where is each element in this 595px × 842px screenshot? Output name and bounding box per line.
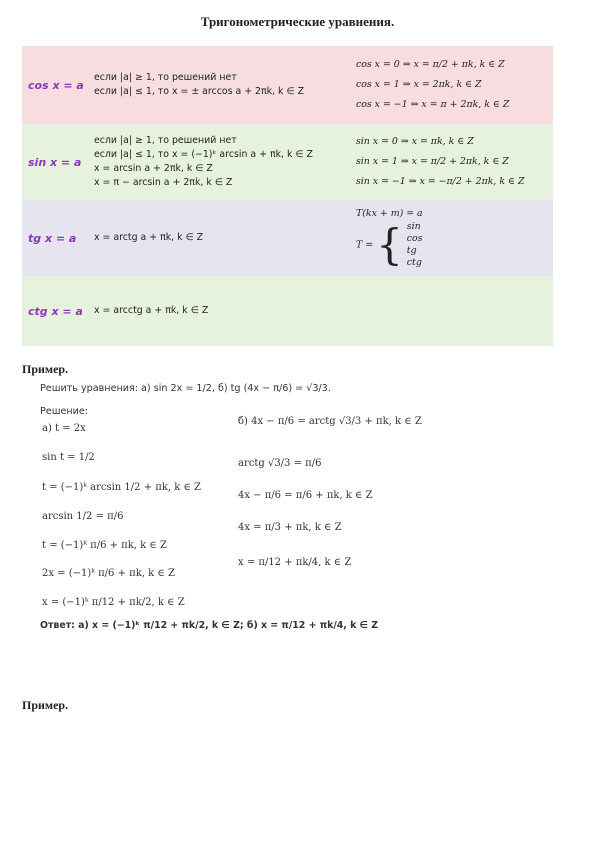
cos-general-solution [94, 46, 356, 124]
cos-condition-no-solution: если |a| ≥ 1, то решений нет [94, 72, 237, 83]
sin-solution-first-series: x = arcsin a + 2πk, k ∈ Z [94, 163, 213, 174]
trig-equations-table [22, 46, 553, 346]
solution-left-step-6: 2x = (−1)ᵏ π/6 + πk, k ∈ Z [42, 568, 175, 579]
page-title: Тригонометрические уравнения. [200, 14, 395, 29]
solution-left-step-4: arcsin 1/2 = π/6 [42, 511, 124, 522]
table-row-tg [22, 200, 553, 276]
solution-right-step-3: 4x − π/6 = π/6 + πk, k ∈ Z [238, 490, 373, 501]
tg-general-solution [94, 200, 356, 276]
cos-case-zero: cos x = 0 ⇒ x = π/2 + πk, k ∈ Z [356, 59, 505, 70]
solution-left-step-1: а) t = 2x [42, 423, 86, 434]
solution-label: Решение: [40, 406, 89, 417]
tg-t-equals: T = [356, 239, 374, 251]
solution-left-step-7: x = (−1)ᵏ π/12 + πk/2, k ∈ Z [42, 597, 185, 608]
ctg-solution: x = arcctg a + πk, k ∈ Z [94, 305, 209, 316]
solution-right-step-2: arctg √3/3 = π/6 [238, 458, 322, 469]
tg-substitution-equation: T(kx + m) = a [356, 208, 423, 219]
list-item: ctg [406, 257, 422, 268]
list-item: cos [406, 233, 423, 244]
cos-condition-solution: если |a| ≤ 1, то x = ± arccos a + 2πk, k ∈ Z [94, 86, 305, 97]
sin-special-cases [356, 124, 553, 200]
sin-label: sin x = a [28, 155, 82, 169]
solution-left-step-5: t = (−1)ᵏ π/6 + πk, k ∈ Z [42, 540, 167, 551]
cos-case-one: cos x = 1 ⇒ x = 2πk, k ∈ Z [356, 79, 482, 90]
tg-substitution [356, 200, 553, 276]
table-row-sin [22, 124, 553, 200]
list-item: sin [406, 221, 421, 232]
example-heading-1: Пример. [22, 362, 69, 376]
table-row-ctg [22, 276, 553, 346]
sin-condition-no-solution: если |a| ≥ 1, то решений нет [94, 135, 237, 146]
solution-left-step-2: sin t = 1/2 [42, 452, 95, 463]
list-item: tg [406, 245, 417, 256]
sin-solution-second-series: x = π − arcsin a + 2πk, k ∈ Z [94, 177, 233, 188]
cos-case-minus-one: cos x = −1 ⇒ x = π + 2πk, k ∈ Z [356, 99, 510, 110]
cos-label: cos x = a [28, 78, 84, 92]
example-heading-2: Пример. [22, 698, 69, 712]
tg-function-list [407, 221, 423, 269]
sin-case-zero: sin x = 0 ⇒ x = πk, k ∈ Z [356, 136, 474, 147]
tg-function-set [356, 221, 553, 269]
sin-case-one: sin x = 1 ⇒ x = π/2 + 2πk, k ∈ Z [356, 156, 509, 167]
ctg-label: ctg x = a [28, 304, 83, 318]
left-brace-icon: { [376, 220, 403, 269]
tg-label: tg x = a [28, 231, 77, 245]
ctg-general-solution [94, 276, 356, 346]
sin-case-minus-one: sin x = −1 ⇒ x = −π/2 + 2πk, k ∈ Z [356, 176, 525, 187]
solution-right-step-1: б) 4x − π/6 = arctg √3/3 + πk, k ∈ Z [238, 416, 422, 427]
solution-right-step-4: 4x = π/3 + πk, k ∈ Z [238, 522, 342, 533]
table-row-cos [22, 46, 553, 124]
example-task: Решить уравнения: а) sin 2x = 1/2, б) tg (4x − π/6) = √3/3. [40, 383, 331, 394]
tg-solution: x = arctg a + πk, k ∈ Z [94, 232, 204, 243]
solution-left-step-3: t = (−1)ᵏ arcsin 1/2 + πk, k ∈ Z [42, 482, 202, 493]
sin-condition-solution: если |a| ≤ 1, то x = (−1)ᵏ arcsin a + πk, k ∈ Z [94, 149, 313, 160]
sin-general-solution [94, 124, 356, 200]
cos-special-cases [356, 46, 553, 124]
solution-right-step-5: x = π/12 + πk/4, k ∈ Z [238, 557, 352, 568]
answer: Ответ: а) x = (−1)ᵏ π/12 + πk/2, k ∈ Z; б) x = π/12 + πk/4, k ∈ Z [40, 620, 379, 631]
